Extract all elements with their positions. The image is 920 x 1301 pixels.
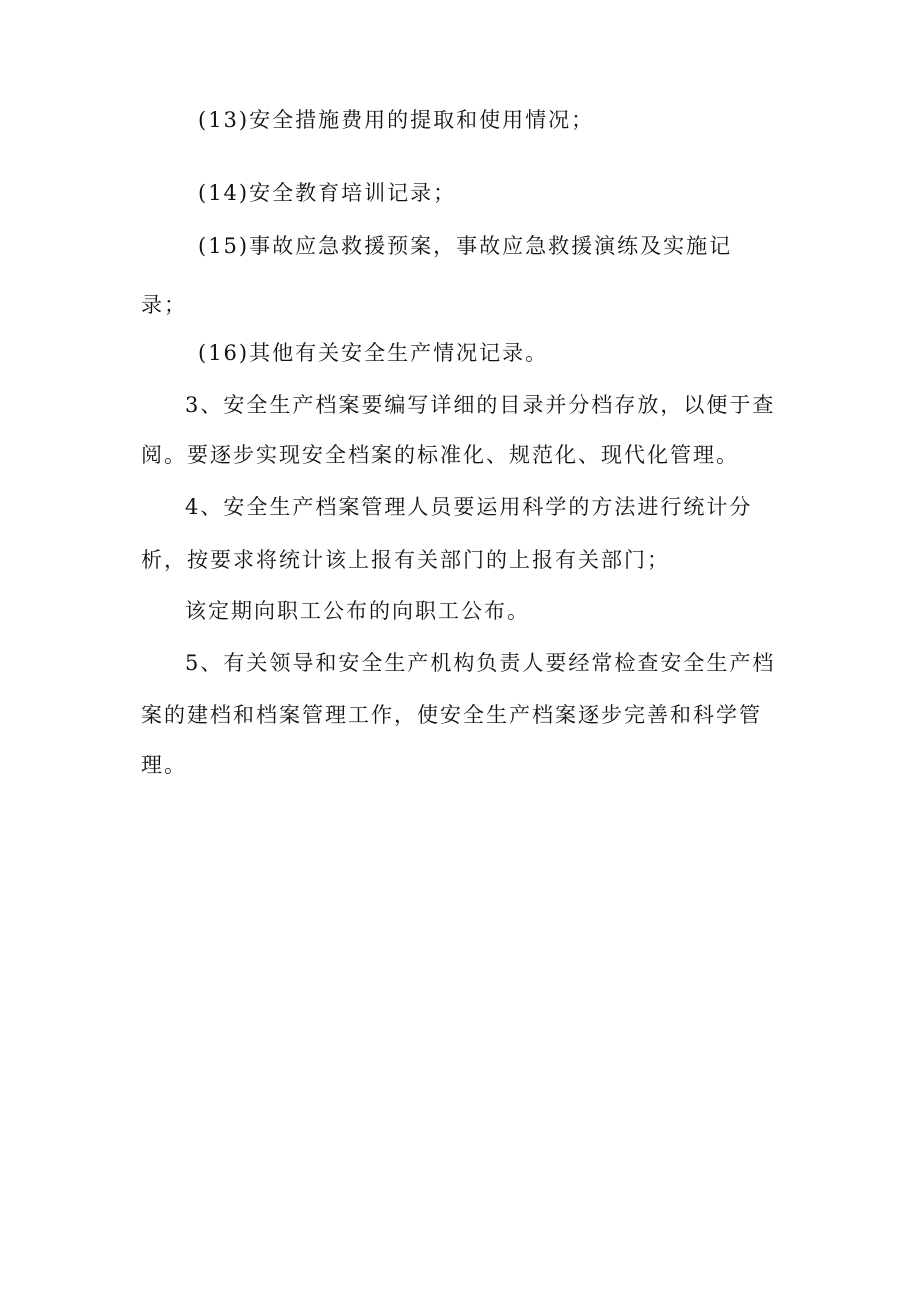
item-13-line: (13)安全措施费用的提取和使用情况；: [198, 108, 595, 132]
clause-5-line-2: 案的建档和档案管理工作，使安全生产档案逐步完善和科学管: [141, 703, 762, 727]
clause-5-line-3: 理。: [141, 753, 187, 777]
item-15-continuation: 录；: [141, 293, 187, 317]
clause-4-line-1: 4、安全生产档案管理人员要运用科学的方法进行统计分: [185, 495, 753, 519]
clause-4-line-3: 该定期向职工公布的向职工公布。: [185, 599, 530, 623]
clause-3-line-1: 3、安全生产档案要编写详细的目录并分档存放，以便于查: [185, 393, 776, 417]
clause-5-line-1: 5、有关领导和安全生产机构负责人要经常检查安全生产档: [185, 651, 776, 675]
clause-4-line-2: 析，按要求将统计该上报有关部门的上报有关部门；: [141, 548, 670, 572]
clause-3-line-2: 阅。要逐步实现安全档案的标准化、规范化、现代化管理。: [141, 443, 739, 467]
item-16-line: (16)其他有关安全生产情况记录。: [198, 341, 549, 365]
item-15-line: (15)事故应急救援预案，事故应急救援演练及实施记: [198, 234, 733, 258]
item-14-line: (14)安全教育培训记录；: [198, 181, 457, 205]
